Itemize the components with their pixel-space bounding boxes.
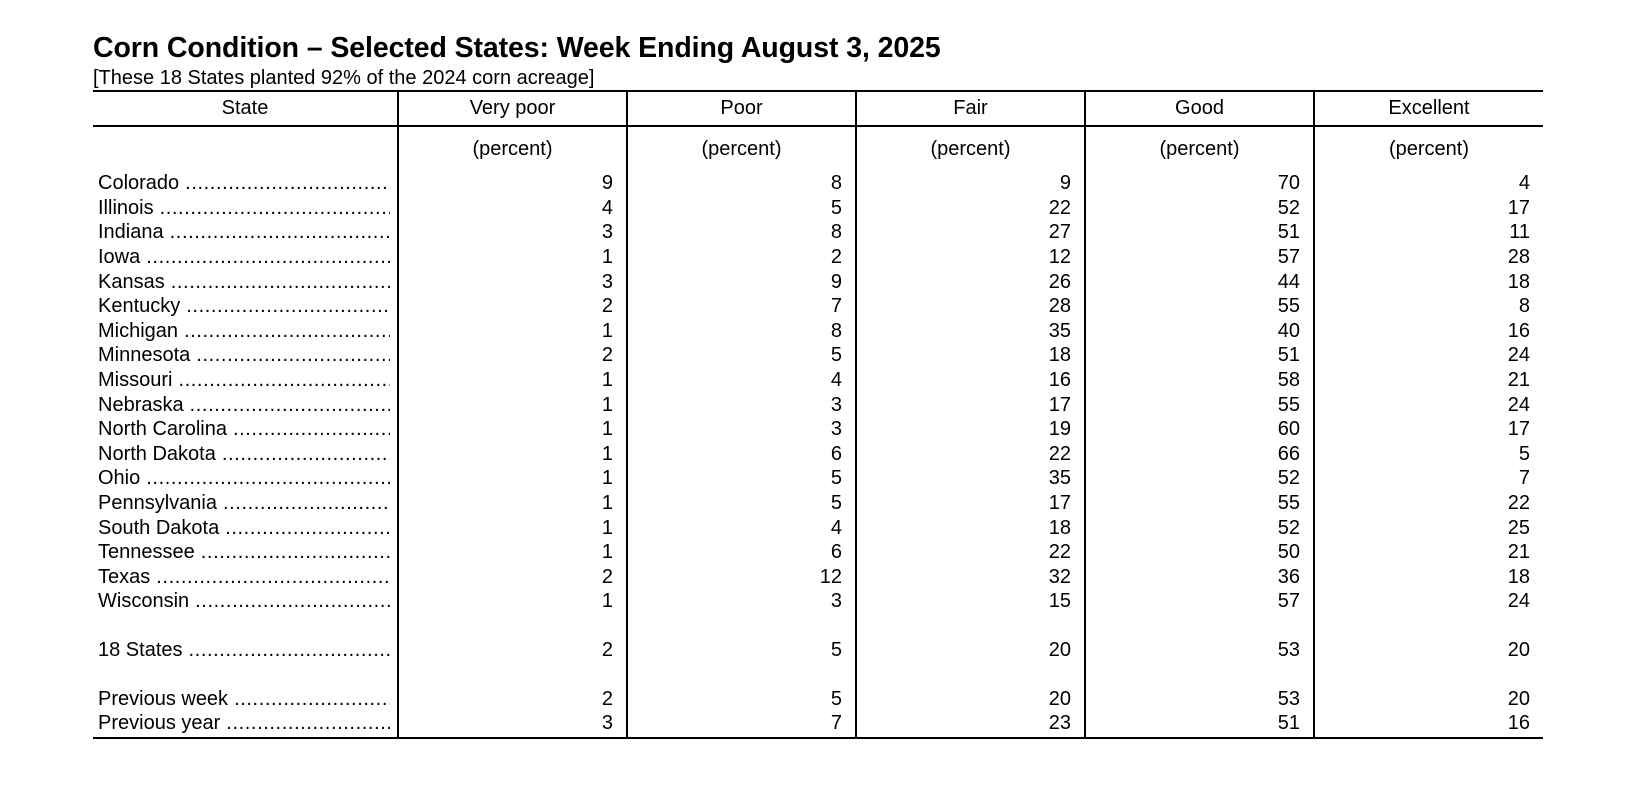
value-excellent: 20 — [1314, 686, 1543, 711]
value-excellent: 5 — [1314, 442, 1543, 467]
value-excellent: 17 — [1314, 196, 1543, 221]
value-excellent: 28 — [1314, 245, 1543, 270]
value-fair: 18 — [856, 515, 1085, 540]
value-poor: 7 — [627, 711, 856, 739]
state-cell — [93, 711, 398, 739]
total-row — [93, 638, 1543, 663]
value-fair: 9 — [856, 171, 1085, 196]
value-good: 57 — [1085, 589, 1314, 614]
value-good: 66 — [1085, 442, 1314, 467]
value-poor: 6 — [627, 540, 856, 565]
value-good: 53 — [1085, 686, 1314, 711]
spacer-cell — [1085, 662, 1314, 686]
state-cell — [93, 196, 398, 221]
spacer-cell — [1085, 614, 1314, 638]
state-name: Illinois — [98, 196, 154, 219]
page-title: Corn Condition – Selected States: Week Ending August 3, 2025 — [93, 32, 941, 64]
state-cell — [93, 220, 398, 245]
value-good: 70 — [1085, 171, 1314, 196]
value-poor: 5 — [627, 638, 856, 663]
state-name: Indiana — [98, 221, 164, 244]
value-very-poor: 3 — [398, 269, 627, 294]
state-row-illinois — [93, 196, 1543, 221]
value-fair: 15 — [856, 589, 1085, 614]
value-poor: 8 — [627, 171, 856, 196]
header-very-poor: Very poor — [398, 91, 627, 126]
value-fair: 32 — [856, 565, 1085, 590]
dot-leader — [189, 638, 390, 662]
value-very-poor: 1 — [398, 245, 627, 270]
value-very-poor: 2 — [398, 638, 627, 663]
value-very-poor: 1 — [398, 319, 627, 344]
spacer-cell — [627, 662, 856, 686]
value-fair: 22 — [856, 540, 1085, 565]
state-name: 18 States — [98, 638, 183, 661]
value-good: 55 — [1085, 392, 1314, 417]
spacer-row — [93, 662, 1543, 686]
state-row-indiana — [93, 220, 1543, 245]
dot-leader — [178, 368, 390, 392]
state-row-north-dakota — [93, 442, 1543, 467]
value-excellent: 20 — [1314, 638, 1543, 663]
dot-leader — [234, 687, 390, 711]
state-row-missouri — [93, 368, 1543, 393]
state-name: North Dakota — [98, 442, 216, 465]
value-excellent: 21 — [1314, 540, 1543, 565]
condition-table — [93, 90, 1543, 739]
unit-label: (percent) — [398, 126, 627, 171]
state-name: Nebraska — [98, 393, 184, 416]
table-body — [93, 171, 1543, 738]
value-poor: 2 — [627, 245, 856, 270]
spacer-cell — [398, 662, 627, 686]
state-name: South Dakota — [98, 516, 220, 539]
state-name: North Carolina — [98, 418, 227, 441]
value-good: 40 — [1085, 319, 1314, 344]
state-name: Wisconsin — [98, 590, 190, 613]
header-excellent: Excellent — [1314, 91, 1543, 126]
value-very-poor: 1 — [398, 515, 627, 540]
state-row-north-carolina — [93, 417, 1543, 442]
state-cell — [93, 269, 398, 294]
state-cell — [93, 686, 398, 711]
state-cell — [93, 442, 398, 467]
value-very-poor: 1 — [398, 540, 627, 565]
value-fair: 28 — [856, 294, 1085, 319]
value-fair: 16 — [856, 368, 1085, 393]
value-good: 51 — [1085, 711, 1314, 739]
value-poor: 5 — [627, 343, 856, 368]
value-good: 52 — [1085, 466, 1314, 491]
dot-leader — [184, 319, 390, 343]
value-good: 53 — [1085, 638, 1314, 663]
state-cell — [93, 343, 398, 368]
state-cell — [93, 491, 398, 516]
state-name: Michigan — [98, 319, 179, 342]
value-fair: 20 — [856, 686, 1085, 711]
state-cell — [93, 319, 398, 344]
header-good: Good — [1085, 91, 1314, 126]
value-good: 52 — [1085, 196, 1314, 221]
value-poor: 8 — [627, 220, 856, 245]
value-excellent: 24 — [1314, 589, 1543, 614]
dot-leader — [171, 270, 390, 294]
spacer-cell — [93, 614, 398, 638]
value-very-poor: 1 — [398, 466, 627, 491]
state-row-south-dakota — [93, 515, 1543, 540]
value-poor: 3 — [627, 589, 856, 614]
value-good: 50 — [1085, 540, 1314, 565]
value-fair: 23 — [856, 711, 1085, 739]
value-excellent: 17 — [1314, 417, 1543, 442]
value-poor: 8 — [627, 319, 856, 344]
value-good: 60 — [1085, 417, 1314, 442]
dot-leader — [190, 393, 390, 417]
dot-leader — [160, 196, 390, 220]
value-fair: 35 — [856, 319, 1085, 344]
state-cell — [93, 417, 398, 442]
value-fair: 19 — [856, 417, 1085, 442]
report-page — [93, 30, 1543, 739]
state-row-texas — [93, 565, 1543, 590]
state-name: Texas — [98, 565, 151, 588]
state-row-michigan — [93, 319, 1543, 344]
value-fair: 22 — [856, 196, 1085, 221]
value-very-poor: 2 — [398, 686, 627, 711]
header-row — [93, 91, 1543, 126]
value-fair: 12 — [856, 245, 1085, 270]
state-name: Previous week — [98, 687, 229, 710]
state-cell — [93, 294, 398, 319]
dot-leader — [185, 171, 390, 195]
value-excellent: 16 — [1314, 319, 1543, 344]
value-excellent: 18 — [1314, 565, 1543, 590]
value-good: 52 — [1085, 515, 1314, 540]
spacer-cell — [1314, 614, 1543, 638]
value-good: 51 — [1085, 220, 1314, 245]
state-row-minnesota — [93, 343, 1543, 368]
dot-leader — [196, 343, 390, 367]
value-excellent: 18 — [1314, 269, 1543, 294]
value-very-poor: 1 — [398, 392, 627, 417]
value-very-poor: 4 — [398, 196, 627, 221]
value-very-poor: 2 — [398, 565, 627, 590]
spacer-cell — [398, 614, 627, 638]
unit-label: (percent) — [1085, 126, 1314, 171]
dot-leader — [225, 516, 390, 540]
state-row-kentucky — [93, 294, 1543, 319]
state-name: Pennsylvania — [98, 492, 217, 515]
value-very-poor: 2 — [398, 294, 627, 319]
state-name: Ohio — [98, 467, 141, 490]
state-row-ohio — [93, 466, 1543, 491]
value-good: 55 — [1085, 491, 1314, 516]
state-name: Iowa — [98, 246, 141, 269]
value-excellent: 16 — [1314, 711, 1543, 739]
value-good: 57 — [1085, 245, 1314, 270]
value-excellent: 22 — [1314, 491, 1543, 516]
page-subtitle: [These 18 States planted 92% of the 2024 corn acreage] — [93, 67, 595, 89]
comparison-row-previous-week — [93, 686, 1543, 711]
dot-leader — [156, 565, 390, 589]
state-row-colorado — [93, 171, 1543, 196]
value-very-poor: 2 — [398, 343, 627, 368]
header-state: State — [93, 91, 398, 126]
spacer-cell — [627, 614, 856, 638]
state-name: Tennessee — [98, 541, 195, 564]
value-good: 51 — [1085, 343, 1314, 368]
value-good: 36 — [1085, 565, 1314, 590]
state-row-pennsylvania — [93, 491, 1543, 516]
value-poor: 6 — [627, 442, 856, 467]
state-row-wisconsin — [93, 589, 1543, 614]
dot-leader — [222, 442, 390, 466]
value-excellent: 24 — [1314, 343, 1543, 368]
value-very-poor: 1 — [398, 417, 627, 442]
header-poor: Poor — [627, 91, 856, 126]
value-fair: 17 — [856, 392, 1085, 417]
value-poor: 3 — [627, 417, 856, 442]
state-cell — [93, 171, 398, 196]
unit-label: (percent) — [627, 126, 856, 171]
state-row-nebraska — [93, 392, 1543, 417]
value-fair: 22 — [856, 442, 1085, 467]
value-poor: 4 — [627, 515, 856, 540]
state-cell — [93, 540, 398, 565]
dot-leader — [223, 491, 390, 515]
value-poor: 9 — [627, 269, 856, 294]
value-fair: 20 — [856, 638, 1085, 663]
state-row-tennessee — [93, 540, 1543, 565]
value-excellent: 8 — [1314, 294, 1543, 319]
state-name: Previous year — [98, 712, 221, 735]
value-poor: 5 — [627, 491, 856, 516]
value-fair: 35 — [856, 466, 1085, 491]
value-excellent: 7 — [1314, 466, 1543, 491]
value-good: 58 — [1085, 368, 1314, 393]
value-fair: 27 — [856, 220, 1085, 245]
value-very-poor: 1 — [398, 442, 627, 467]
value-excellent: 25 — [1314, 515, 1543, 540]
unit-label: (percent) — [1314, 126, 1543, 171]
state-name: Minnesota — [98, 344, 191, 367]
value-good: 55 — [1085, 294, 1314, 319]
value-very-poor: 1 — [398, 368, 627, 393]
spacer-cell — [856, 614, 1085, 638]
units-empty — [93, 126, 398, 171]
state-cell — [93, 245, 398, 270]
value-poor: 5 — [627, 196, 856, 221]
dot-leader — [233, 417, 390, 441]
value-excellent: 21 — [1314, 368, 1543, 393]
state-cell — [93, 589, 398, 614]
unit-label: (percent) — [856, 126, 1085, 171]
state-cell — [93, 368, 398, 393]
value-poor: 3 — [627, 392, 856, 417]
value-poor: 7 — [627, 294, 856, 319]
spacer-cell — [93, 662, 398, 686]
state-name: Kansas — [98, 270, 165, 293]
state-cell — [93, 466, 398, 491]
state-name: Missouri — [98, 369, 173, 392]
value-fair: 26 — [856, 269, 1085, 294]
value-very-poor: 1 — [398, 589, 627, 614]
value-excellent: 4 — [1314, 171, 1543, 196]
value-very-poor: 1 — [398, 491, 627, 516]
comparison-row-previous-year — [93, 711, 1543, 739]
state-name: Kentucky — [98, 295, 181, 318]
state-cell — [93, 392, 398, 417]
value-very-poor: 9 — [398, 171, 627, 196]
units-row — [93, 126, 1543, 171]
spacer-cell — [856, 662, 1085, 686]
state-row-kansas — [93, 269, 1543, 294]
value-very-poor: 3 — [398, 220, 627, 245]
spacer-cell — [1314, 662, 1543, 686]
state-cell — [93, 565, 398, 590]
state-cell — [93, 638, 398, 663]
value-fair: 17 — [856, 491, 1085, 516]
value-poor: 5 — [627, 466, 856, 491]
value-excellent: 11 — [1314, 220, 1543, 245]
value-very-poor: 3 — [398, 711, 627, 739]
spacer-row — [93, 614, 1543, 638]
value-poor: 12 — [627, 565, 856, 590]
dot-leader — [226, 711, 390, 735]
dot-leader — [146, 245, 390, 269]
value-poor: 5 — [627, 686, 856, 711]
dot-leader — [195, 589, 390, 613]
value-fair: 18 — [856, 343, 1085, 368]
dot-leader — [146, 466, 390, 490]
state-cell — [93, 515, 398, 540]
header-fair: Fair — [856, 91, 1085, 126]
value-good: 44 — [1085, 269, 1314, 294]
state-name: Colorado — [98, 172, 180, 195]
dot-leader — [170, 220, 390, 244]
value-excellent: 24 — [1314, 392, 1543, 417]
dot-leader — [186, 294, 390, 318]
state-row-iowa — [93, 245, 1543, 270]
dot-leader — [201, 540, 390, 564]
value-poor: 4 — [627, 368, 856, 393]
